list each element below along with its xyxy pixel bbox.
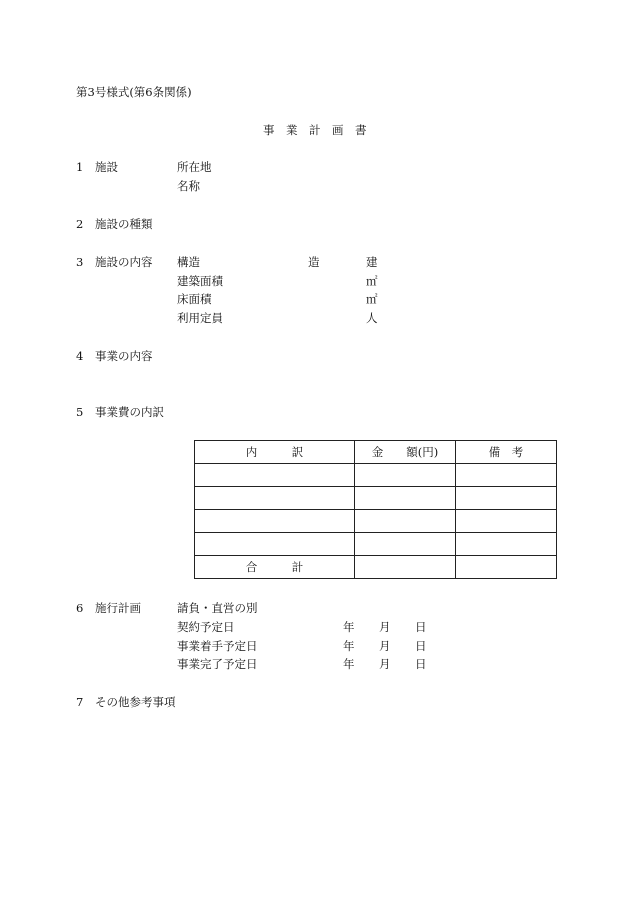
header-amount: 金 額(円)	[355, 441, 456, 464]
floor-area-label: 床面積	[177, 292, 212, 306]
table-header-row	[195, 441, 557, 464]
section-1-label: 施設	[95, 160, 118, 174]
table-cell	[355, 464, 456, 487]
table-cell	[456, 510, 557, 533]
completion-date-label: 事業完了予定日	[177, 657, 258, 671]
table-cell	[355, 510, 456, 533]
contract-type-label: 請負・直営の別	[177, 601, 258, 615]
contract-date-label: 契約予定日	[177, 620, 235, 634]
section-5-number: 5	[76, 405, 84, 419]
table-cell	[355, 487, 456, 510]
section-5-label: 事業費の内訳	[95, 405, 164, 419]
table-row	[195, 464, 557, 487]
header-breakdown: 内 訳	[195, 441, 355, 464]
section-3-number: 3	[76, 255, 84, 269]
name-label: 名称	[177, 179, 200, 193]
start-date-month: 月	[379, 639, 391, 653]
table-cell	[195, 510, 355, 533]
table-row	[195, 487, 557, 510]
table-row	[195, 510, 557, 533]
total-amount-cell	[355, 556, 456, 579]
table-cell	[195, 464, 355, 487]
start-date-year: 年	[343, 639, 355, 653]
structure-ken: 建	[366, 255, 378, 269]
section-3-label: 施設の内容	[95, 255, 153, 269]
section-7-label: その他参考事項	[95, 695, 176, 709]
section-2-label: 施設の種類	[95, 217, 153, 231]
header-remarks: 備 考	[456, 441, 557, 464]
table-cell	[195, 487, 355, 510]
section-6-number: 6	[76, 601, 84, 615]
capacity-unit: 人	[366, 311, 378, 325]
table-cell	[456, 487, 557, 510]
table-total-row	[195, 556, 557, 579]
table-cell	[456, 533, 557, 556]
page-title: 事 業 計 画 書	[263, 123, 367, 137]
start-date-label: 事業着手予定日	[177, 639, 258, 653]
section-4-number: 4	[76, 349, 84, 363]
form-number: 第3号様式(第6条関係)	[76, 85, 192, 99]
building-area-unit: ㎡	[366, 274, 378, 288]
floor-area-unit: ㎡	[366, 292, 378, 306]
table-row	[195, 533, 557, 556]
table-cell	[355, 533, 456, 556]
structure-zou: 造	[308, 255, 320, 269]
contract-date-month: 月	[379, 620, 391, 634]
building-area-label: 建築面積	[177, 274, 223, 288]
location-label: 所在地	[177, 160, 212, 174]
section-2-number: 2	[76, 217, 84, 231]
completion-date-month: 月	[379, 657, 391, 671]
cost-breakdown-table	[194, 440, 557, 579]
table-cell	[456, 464, 557, 487]
contract-date-year: 年	[343, 620, 355, 634]
section-1-number: 1	[76, 160, 84, 174]
total-remarks-cell	[456, 556, 557, 579]
contract-date-day: 日	[415, 620, 427, 634]
start-date-day: 日	[415, 639, 427, 653]
section-6-label: 施行計画	[95, 601, 141, 615]
structure-label: 構造	[177, 255, 200, 269]
completion-date-day: 日	[415, 657, 427, 671]
section-4-label: 事業の内容	[95, 349, 153, 363]
total-label: 合 計	[195, 556, 355, 579]
capacity-label: 利用定員	[177, 311, 223, 325]
section-7-number: 7	[76, 695, 84, 709]
table-cell	[195, 533, 355, 556]
completion-date-year: 年	[343, 657, 355, 671]
